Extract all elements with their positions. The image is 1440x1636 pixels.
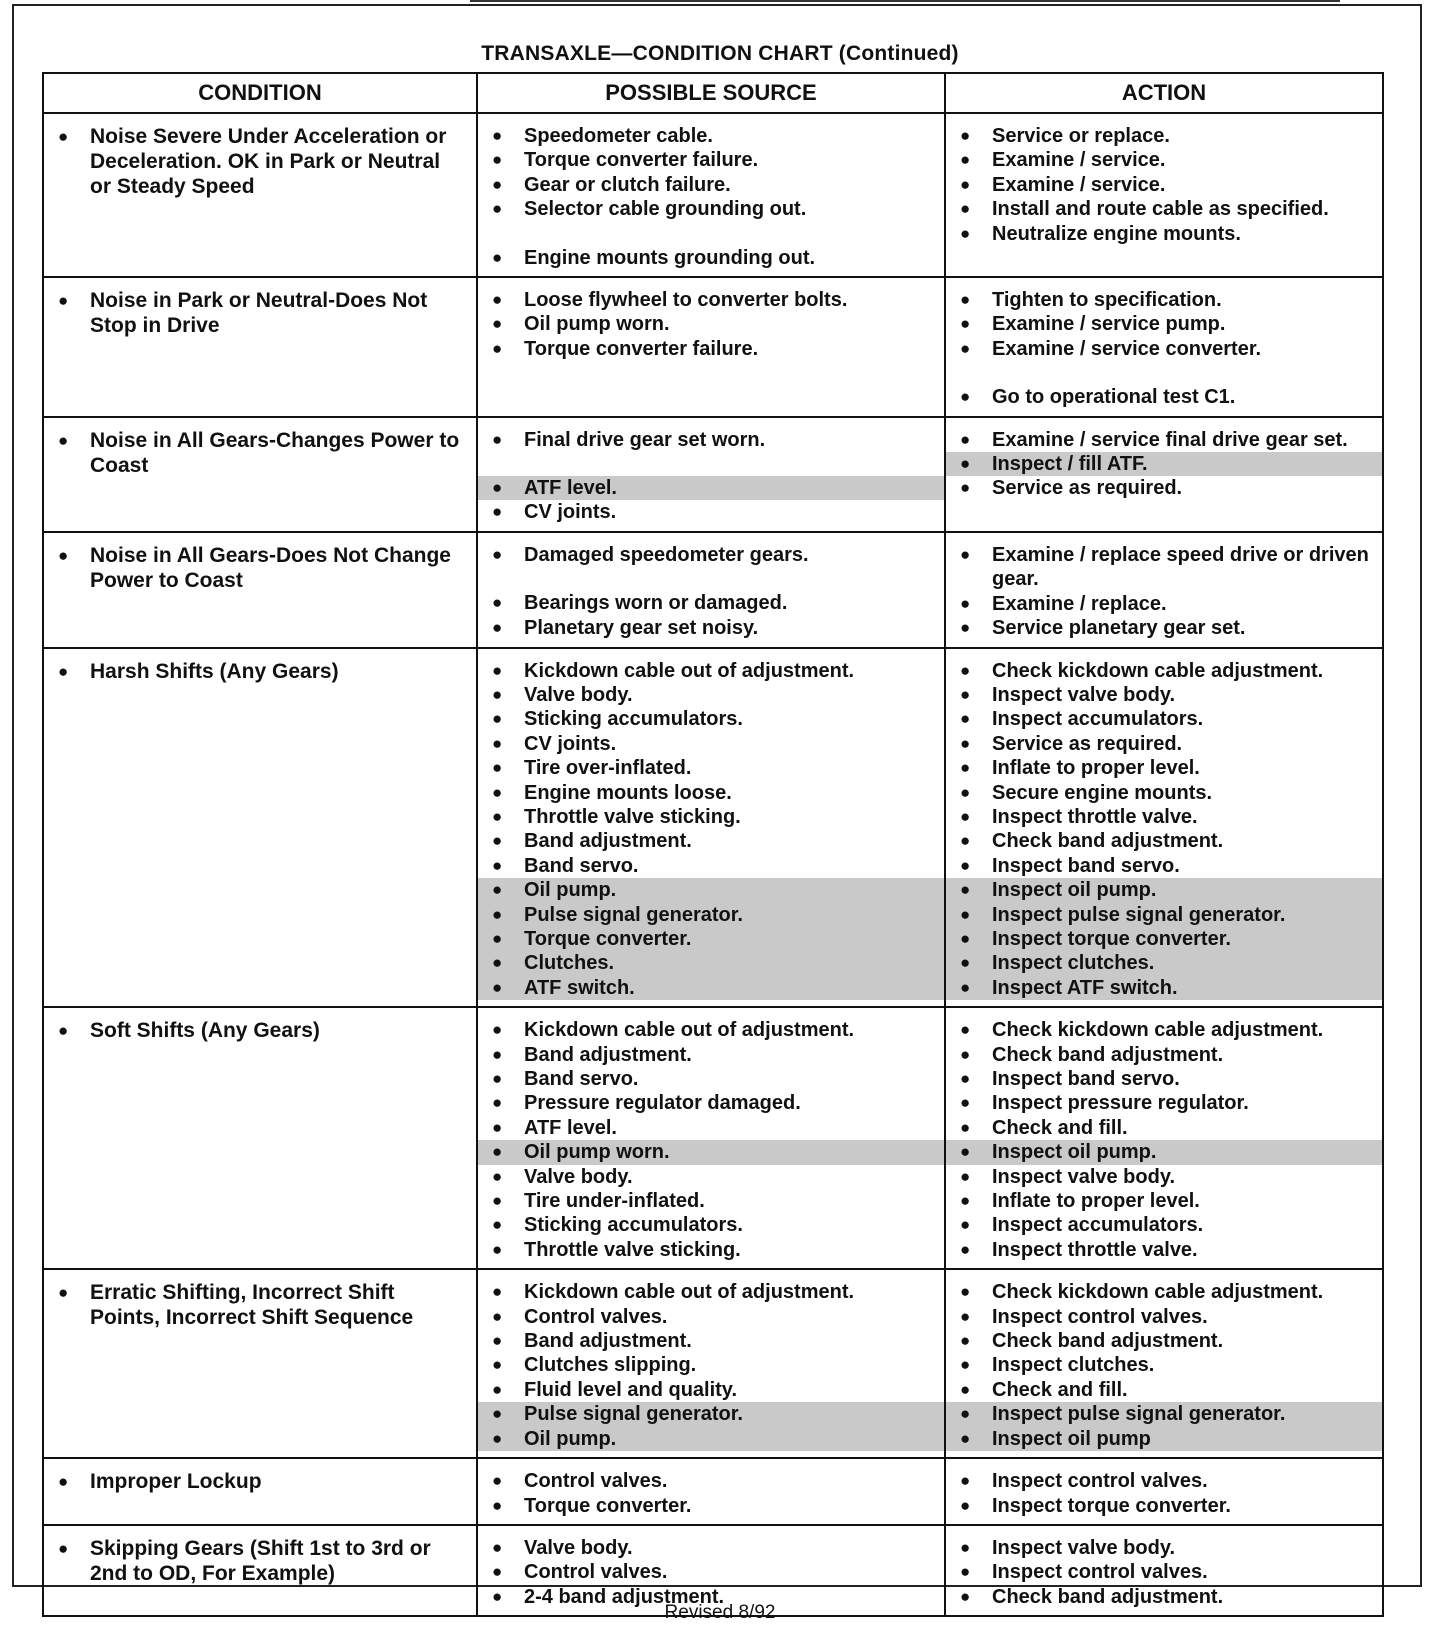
action-item: ● Inspect throttle valve.	[954, 1238, 1376, 1262]
source-item: ● Control valves.	[486, 1560, 938, 1584]
source-item: ● Band adjustment.	[486, 1043, 938, 1067]
action-item: ● Inflate to proper level.	[954, 1189, 1376, 1213]
table-row	[43, 648, 1383, 1008]
action-item: ● Inspect control valves.	[954, 1305, 1376, 1329]
source-item: ● Kickdown cable out of adjustment.	[486, 1018, 938, 1042]
action-item: ● Examine / service.	[954, 148, 1376, 172]
condition-cell	[43, 417, 477, 532]
action-item: ● Check kickdown cable adjustment.	[954, 1018, 1376, 1042]
source-item: ● Band adjustment.	[486, 1329, 938, 1353]
source-item: ● Loose flywheel to converter bolts.	[486, 288, 938, 312]
action-cell	[945, 1458, 1383, 1525]
source-item: ● CV joints.	[486, 732, 938, 756]
action-item: ● Inspect accumulators.	[954, 707, 1376, 731]
source-item: ● Sticking accumulators.	[486, 707, 938, 731]
action-item: ● Check kickdown cable adjustment.	[954, 659, 1376, 683]
action-cell	[945, 1007, 1383, 1269]
action-item: ● Inspect control valves.	[954, 1560, 1376, 1584]
source-item: ● Band adjustment.	[486, 829, 938, 853]
table-row	[43, 277, 1383, 417]
action-item: ● Inspect control valves.	[954, 1469, 1376, 1493]
source-cell	[477, 532, 945, 648]
source-item: ● 2-4 band adjustment.	[486, 1585, 938, 1609]
source-cell	[477, 113, 945, 277]
action-cell	[945, 417, 1383, 532]
condition-cell	[43, 113, 477, 277]
source-item: ● Kickdown cable out of adjustment.	[486, 1280, 938, 1304]
action-item: ● Check and fill.	[954, 1116, 1376, 1140]
source-item: ● Throttle valve sticking.	[486, 1238, 938, 1262]
chart-title: TRANSAXLE—CONDITION CHART (Continued)	[481, 42, 959, 65]
source-item: ● CV joints.	[486, 500, 938, 524]
action-item: ● Check band adjustment.	[954, 1043, 1376, 1067]
source-cell	[477, 1458, 945, 1525]
action-item: ● Inspect / fill ATF.	[946, 452, 1382, 476]
action-item: ● Inspect valve body.	[954, 683, 1376, 707]
source-item: ● Clutches.	[478, 951, 944, 975]
source-item: ● Control valves.	[486, 1305, 938, 1329]
action-item: ● Inspect torque converter.	[954, 1494, 1376, 1518]
condition-text: ● Improper Lockup	[52, 1469, 470, 1494]
action-cell	[945, 648, 1383, 1008]
source-item: ● Band servo.	[486, 854, 938, 878]
source-item: ● Final drive gear set worn.	[486, 428, 938, 452]
source-item: ● Torque converter.	[486, 1494, 938, 1518]
action-item: ● Examine / replace.	[954, 592, 1376, 616]
action-item: ● Inflate to proper level.	[954, 756, 1376, 780]
source-item: ● ATF switch.	[478, 976, 944, 1000]
condition-text: ● Noise in Park or Neutral-Does Not Stop in Drive	[52, 288, 470, 338]
source-item: ● Pulse signal generator.	[478, 903, 944, 927]
action-item: ● Inspect oil pump	[946, 1427, 1382, 1451]
source-item: ● Engine mounts grounding out.	[486, 246, 938, 270]
action-item: ● Check kickdown cable adjustment.	[954, 1280, 1376, 1304]
condition-text: ● Soft Shifts (Any Gears)	[52, 1018, 470, 1043]
action-item: ● Examine / service final drive gear set.	[954, 428, 1376, 452]
source-item: ● Speedometer cable.	[486, 124, 938, 148]
source-item: ● Kickdown cable out of adjustment.	[486, 659, 938, 683]
action-item: ● Service or replace.	[954, 124, 1376, 148]
source-item: ● Torque converter failure.	[486, 148, 938, 172]
source-item: ● Torque converter.	[478, 927, 944, 951]
condition-text: ● Skipping Gears (Shift 1st to 3rd or 2nd to OD, For Example)	[52, 1536, 470, 1586]
condition-cell	[43, 1458, 477, 1525]
condition-cell	[43, 1269, 477, 1458]
source-item: ● Tire under-inflated.	[486, 1189, 938, 1213]
condition-text: ● Noise in All Gears-Changes Power to Coast	[52, 428, 470, 478]
action-item: ● Inspect pulse signal generator.	[946, 903, 1382, 927]
condition-text: ● Noise Severe Under Acceleration or Deceleration. OK in Park or Neutral or Steady Speed	[52, 124, 470, 199]
action-cell	[945, 532, 1383, 648]
action-item: ● Secure engine mounts.	[954, 781, 1376, 805]
action-item: ● Inspect oil pump.	[946, 878, 1382, 902]
source-item: ● Bearings worn or damaged.	[486, 591, 938, 615]
source-cell	[477, 648, 945, 1008]
action-item: ● Inspect throttle valve.	[954, 805, 1376, 829]
condition-text: ● Harsh Shifts (Any Gears)	[52, 659, 470, 684]
condition-cell	[43, 277, 477, 417]
action-item: ● Inspect accumulators.	[954, 1213, 1376, 1237]
action-cell	[945, 113, 1383, 277]
action-cell	[945, 277, 1383, 417]
condition-cell	[43, 1007, 477, 1269]
source-cell	[477, 1007, 945, 1269]
condition-cell	[43, 648, 477, 1008]
source-cell	[477, 277, 945, 417]
action-item: ● Inspect ATF switch.	[946, 976, 1382, 1000]
action-item: ● Check band adjustment.	[954, 829, 1376, 853]
action-item: ● Examine / service.	[954, 173, 1376, 197]
action-item: ● Go to operational test C1.	[954, 385, 1376, 409]
source-item: ● ATF level.	[478, 476, 944, 500]
header-possible-source: POSSIBLE SOURCE	[477, 73, 945, 113]
table-row	[43, 1269, 1383, 1458]
source-item: ● Valve body.	[486, 1165, 938, 1189]
action-item: ● Service planetary gear set.	[954, 616, 1376, 640]
source-item: ● Fluid level and quality.	[486, 1378, 938, 1402]
action-item: ● Examine / service converter.	[954, 337, 1376, 361]
action-item: ● Service as required.	[954, 476, 1376, 500]
source-item: ● Selector cable grounding out.	[486, 197, 938, 221]
source-item: ● ATF level.	[486, 1116, 938, 1140]
source-item: ● Oil pump worn.	[486, 312, 938, 336]
source-item: ● Gear or clutch failure.	[486, 173, 938, 197]
source-item: ● Oil pump.	[478, 1427, 944, 1451]
action-item: ● Inspect band servo.	[954, 1067, 1376, 1091]
condition-cell	[43, 532, 477, 648]
action-item: ● Inspect torque converter.	[946, 927, 1382, 951]
action-item: ● Install and route cable as specified.	[954, 197, 1376, 221]
table-row	[43, 417, 1383, 532]
header-row	[43, 73, 1383, 113]
action-item: ● Inspect band servo.	[954, 854, 1376, 878]
action-item: ● Check band adjustment.	[954, 1585, 1376, 1609]
source-item: ● Damaged speedometer gears.	[486, 543, 938, 567]
header-condition: CONDITION	[43, 73, 477, 113]
action-item: ● Inspect clutches.	[954, 1353, 1376, 1377]
source-item: ● Band servo.	[486, 1067, 938, 1091]
table-row	[43, 532, 1383, 648]
action-item: ● Service as required.	[954, 732, 1376, 756]
source-item: ● Torque converter failure.	[486, 337, 938, 361]
action-item: ● Inspect pressure regulator.	[954, 1091, 1376, 1115]
source-item: ● Clutches slipping.	[486, 1353, 938, 1377]
action-item: ● Inspect clutches.	[946, 951, 1382, 975]
header-action: ACTION	[945, 73, 1383, 113]
action-item: ● Inspect pulse signal generator.	[946, 1402, 1382, 1426]
source-item: ● Sticking accumulators.	[486, 1213, 938, 1237]
source-item: ● Pressure regulator damaged.	[486, 1091, 938, 1115]
action-item: ● Tighten to specification.	[954, 288, 1376, 312]
condition-chart-table	[42, 72, 1384, 1617]
action-item: ● Inspect valve body.	[954, 1165, 1376, 1189]
table-row	[43, 1007, 1383, 1269]
condition-text: ● Erratic Shifting, Incorrect Shift Points, Incorrect Shift Sequence	[52, 1280, 470, 1330]
action-item: ● Inspect oil pump.	[946, 1140, 1382, 1164]
action-item: ● Inspect valve body.	[954, 1536, 1376, 1560]
source-item: ● Oil pump worn.	[478, 1140, 944, 1164]
source-item: ● Pulse signal generator.	[478, 1402, 944, 1426]
condition-text: ● Noise in All Gears-Does Not Change Power to Coast	[52, 543, 470, 593]
source-item: ● Oil pump.	[478, 878, 944, 902]
source-item: ● Tire over-inflated.	[486, 756, 938, 780]
action-item: ● Examine / replace speed drive or driven gear.	[954, 543, 1376, 592]
table-row	[43, 113, 1383, 277]
source-cell	[477, 417, 945, 532]
action-item: ● Neutralize engine mounts.	[954, 222, 1376, 246]
top-rule	[470, 0, 1340, 2]
source-item: ● Engine mounts loose.	[486, 781, 938, 805]
action-item: ● Examine / service pump.	[954, 312, 1376, 336]
source-cell	[477, 1269, 945, 1458]
source-item: ● Valve body.	[486, 683, 938, 707]
source-item: ● Throttle valve sticking.	[486, 805, 938, 829]
source-item: ● Planetary gear set noisy.	[486, 616, 938, 640]
table-row	[43, 1458, 1383, 1525]
revision-footer: Revised 8/92	[664, 1602, 776, 1623]
action-cell	[945, 1269, 1383, 1458]
source-item: ● Control valves.	[486, 1469, 938, 1493]
action-item: ● Check band adjustment.	[954, 1329, 1376, 1353]
action-item: ● Check and fill.	[954, 1378, 1376, 1402]
source-item: ● Valve body.	[486, 1536, 938, 1560]
